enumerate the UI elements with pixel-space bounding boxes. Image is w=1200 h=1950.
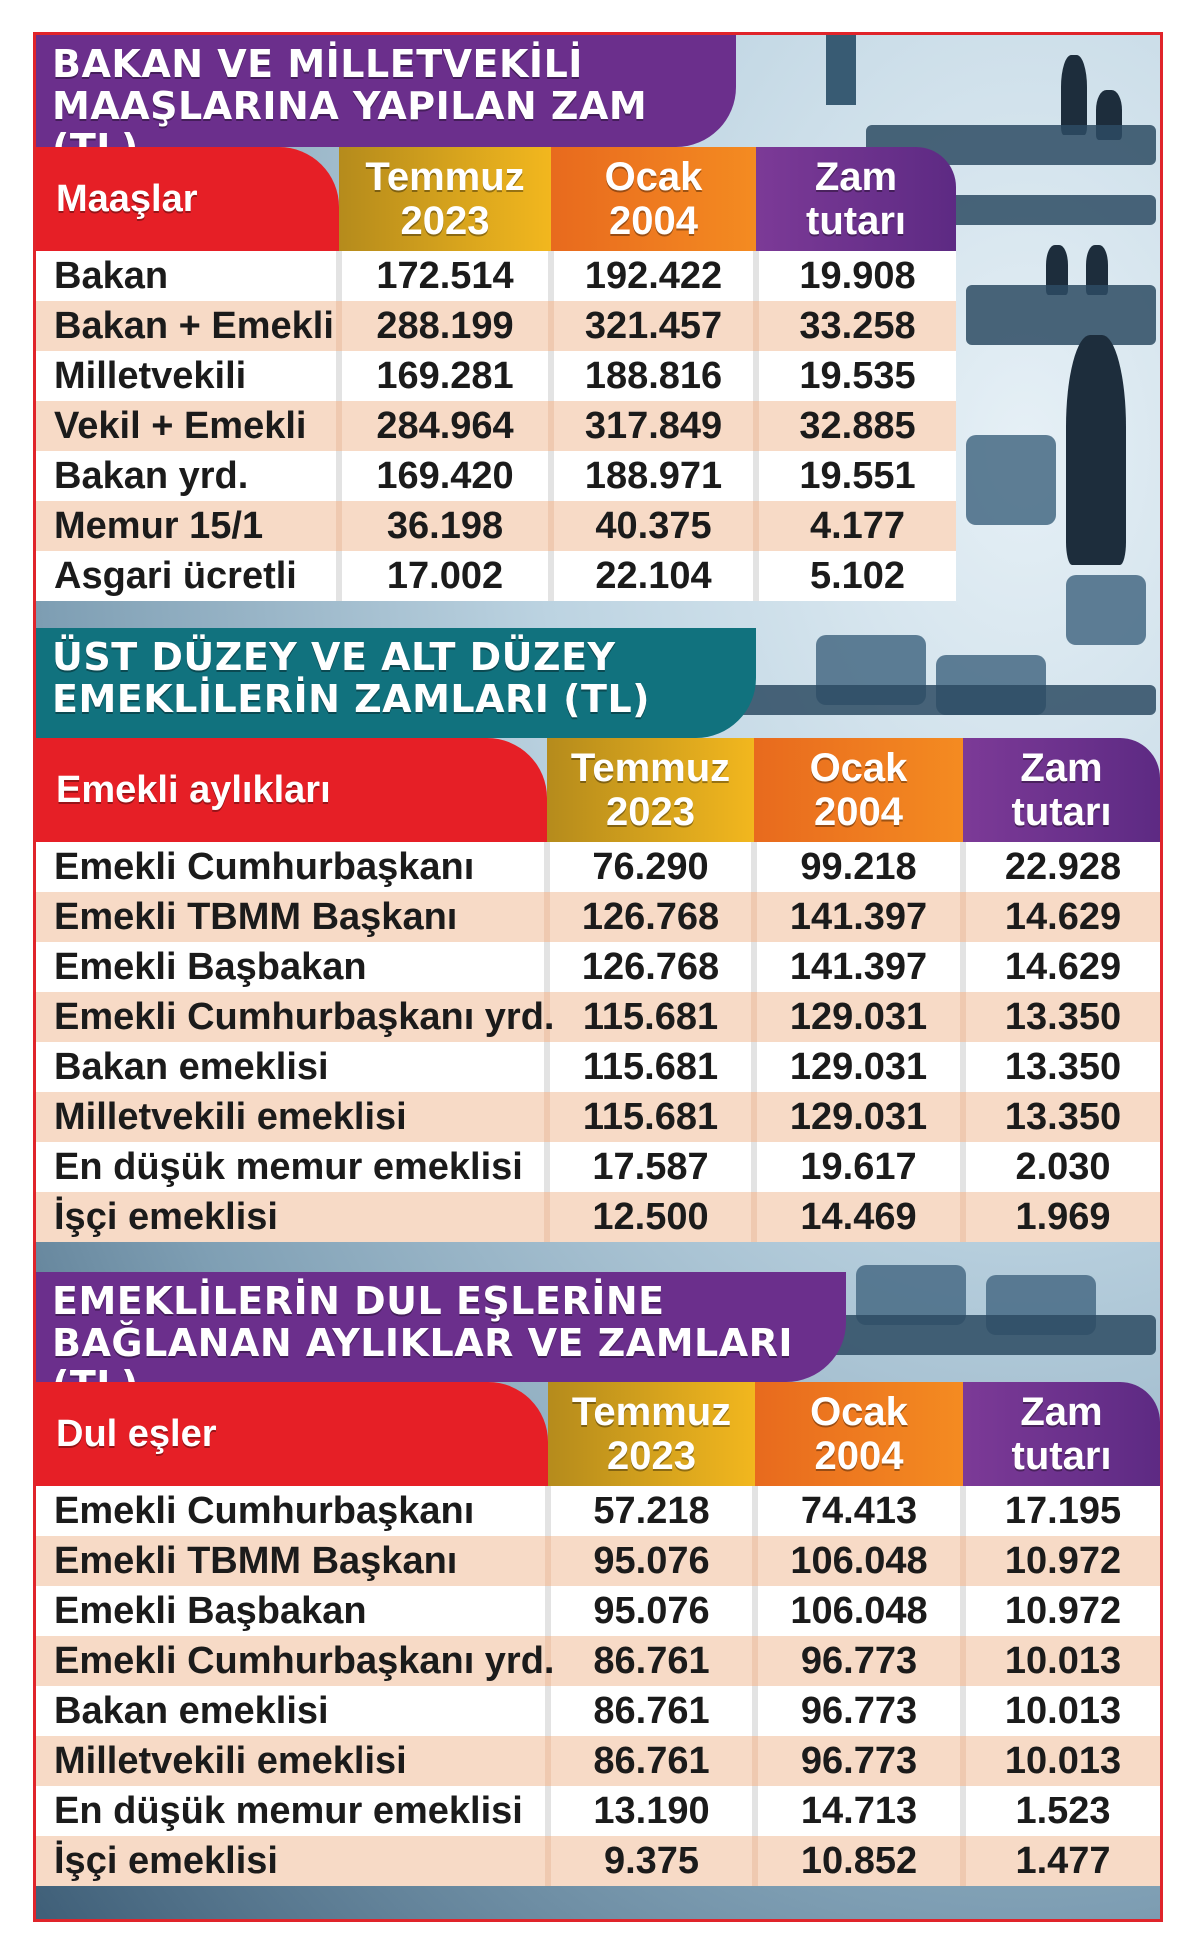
cell-temmuz: 13.190 [548, 1786, 755, 1836]
cell-temmuz: 126.768 [547, 892, 754, 942]
cell-temmuz: 86.761 [548, 1686, 755, 1736]
row-label: En düşük memur emeklisi [36, 1786, 548, 1836]
cell-ocak: 106.048 [755, 1586, 963, 1636]
cell-zam: 10.013 [963, 1636, 1160, 1686]
table-row [36, 501, 956, 551]
section-1-header-row [36, 147, 956, 251]
cell-temmuz: 172.514 [339, 251, 551, 301]
table-row [36, 301, 956, 351]
cell-temmuz: 115.681 [547, 1092, 754, 1142]
cell-zam: 13.350 [963, 992, 1160, 1042]
row-label: Asgari ücretli [36, 551, 339, 601]
cell-zam: 13.350 [963, 1042, 1160, 1092]
cell-ocak: 321.457 [551, 301, 756, 351]
header-ocak-2004: Ocak 2004 [551, 147, 756, 251]
cell-ocak: 129.031 [754, 1092, 963, 1142]
table-row [36, 1686, 1160, 1736]
cell-temmuz: 169.420 [339, 451, 551, 501]
header-temmuz-2023: Temmuz 2023 [339, 147, 551, 251]
cell-ocak: 96.773 [755, 1736, 963, 1786]
section-3-header-row [36, 1382, 1160, 1486]
cell-zam: 13.350 [963, 1092, 1160, 1142]
cell-ocak: 40.375 [551, 501, 756, 551]
row-label: İşçi emeklisi [36, 1192, 547, 1242]
row-label: Emekli Cumhurbaşkanı yrd. [36, 1636, 548, 1686]
cell-ocak: 22.104 [551, 551, 756, 601]
cell-temmuz: 57.218 [548, 1486, 755, 1536]
cell-temmuz: 9.375 [548, 1836, 755, 1886]
cell-temmuz: 288.199 [339, 301, 551, 351]
table-row [36, 451, 956, 501]
row-label: Emekli TBMM Başkanı [36, 1536, 548, 1586]
cell-temmuz: 36.198 [339, 501, 551, 551]
cell-zam: 17.195 [963, 1486, 1160, 1536]
row-label: Bakan emeklisi [36, 1686, 548, 1736]
table-row [36, 1486, 1160, 1536]
header-zam-tutari: Zam tutarı [963, 1382, 1160, 1486]
cell-zam: 1.523 [963, 1786, 1160, 1836]
cell-zam: 5.102 [756, 551, 956, 601]
cell-zam: 10.972 [963, 1536, 1160, 1586]
cell-temmuz: 12.500 [547, 1192, 754, 1242]
table-row [36, 992, 1160, 1042]
table-row [36, 1636, 1160, 1686]
header-ocak-2004: Ocak 2004 [754, 738, 963, 842]
row-label: Bakan + Emekli [36, 301, 339, 351]
cell-temmuz: 115.681 [547, 1042, 754, 1092]
cell-zam: 2.030 [963, 1142, 1160, 1192]
cell-ocak: 188.816 [551, 351, 756, 401]
cell-ocak: 14.713 [755, 1786, 963, 1836]
header-label: Emekli aylıkları [36, 738, 547, 842]
cell-zam: 10.972 [963, 1586, 1160, 1636]
cell-zam: 19.908 [756, 251, 956, 301]
table-row [36, 351, 956, 401]
table-row [36, 942, 1160, 992]
table-row [36, 892, 1160, 942]
row-label: Bakan yrd. [36, 451, 339, 501]
cell-ocak: 192.422 [551, 251, 756, 301]
row-label: Milletvekili emeklisi [36, 1092, 547, 1142]
row-label: Memur 15/1 [36, 501, 339, 551]
table-row [36, 1836, 1160, 1886]
header-temmuz-2023: Temmuz 2023 [547, 738, 754, 842]
header-zam-tutari: Zam tutarı [756, 147, 956, 251]
row-label: Bakan emeklisi [36, 1042, 547, 1092]
header-temmuz-2023: Temmuz 2023 [548, 1382, 755, 1486]
cell-temmuz: 95.076 [548, 1536, 755, 1586]
cell-ocak: 129.031 [754, 1042, 963, 1092]
cell-temmuz: 95.076 [548, 1586, 755, 1636]
section-3-table [36, 1382, 1160, 1886]
row-label: Emekli Cumhurbaşkanı [36, 1486, 548, 1536]
row-label: İşçi emeklisi [36, 1836, 548, 1886]
header-label: Maaşlar [36, 147, 339, 251]
cell-zam: 14.629 [963, 892, 1160, 942]
row-label: Bakan [36, 251, 339, 301]
cell-ocak: 141.397 [754, 892, 963, 942]
cell-ocak: 317.849 [551, 401, 756, 451]
table-row [36, 1536, 1160, 1586]
cell-zam: 1.477 [963, 1836, 1160, 1886]
cell-ocak: 14.469 [754, 1192, 963, 1242]
table-row [36, 1786, 1160, 1836]
table-row [36, 1042, 1160, 1092]
cell-zam: 4.177 [756, 501, 956, 551]
section-2-title: ÜST DÜZEY VE ALT DÜZEY EMEKLİLERİN ZAMLARI (TL) [36, 628, 756, 738]
cell-temmuz: 169.281 [339, 351, 551, 401]
cell-ocak: 141.397 [754, 942, 963, 992]
cell-ocak: 106.048 [755, 1536, 963, 1586]
section-2-table [36, 738, 1160, 1242]
cell-zam: 32.885 [756, 401, 956, 451]
cell-zam: 1.969 [963, 1192, 1160, 1242]
cell-ocak: 19.617 [754, 1142, 963, 1192]
table-row [36, 842, 1160, 892]
cell-ocak: 74.413 [755, 1486, 963, 1536]
row-label: Emekli Cumhurbaşkanı [36, 842, 547, 892]
section-2-header-row [36, 738, 1160, 842]
cell-ocak: 99.218 [754, 842, 963, 892]
table-row [36, 551, 956, 601]
cell-ocak: 10.852 [755, 1836, 963, 1886]
table-row [36, 1092, 1160, 1142]
cell-temmuz: 86.761 [548, 1636, 755, 1686]
section-1-title: BAKAN VE MİLLETVEKİLİ MAAŞLARINA YAPILAN ZAM [36, 35, 736, 147]
cell-zam: 19.551 [756, 451, 956, 501]
section-1-table [36, 147, 956, 601]
cell-zam: 33.258 [756, 301, 956, 351]
row-label: Milletvekili [36, 351, 339, 401]
row-label: Emekli Başbakan [36, 1586, 548, 1636]
cell-temmuz: 76.290 [547, 842, 754, 892]
cell-temmuz: 284.964 [339, 401, 551, 451]
cell-ocak: 129.031 [754, 992, 963, 1042]
cell-temmuz: 126.768 [547, 942, 754, 992]
cell-ocak: 188.971 [551, 451, 756, 501]
cell-ocak: 96.773 [755, 1686, 963, 1736]
cell-zam: 14.629 [963, 942, 1160, 992]
table-row [36, 401, 956, 451]
infographic-frame [33, 32, 1163, 1922]
table-row [36, 1142, 1160, 1192]
row-label: En düşük memur emeklisi [36, 1142, 547, 1192]
header-ocak-2004: Ocak 2004 [755, 1382, 963, 1486]
row-label: Emekli Cumhurbaşkanı yrd. [36, 992, 547, 1042]
row-label: Vekil + Emekli [36, 401, 339, 451]
cell-zam: 19.535 [756, 351, 956, 401]
cell-zam: 10.013 [963, 1736, 1160, 1786]
cell-temmuz: 115.681 [547, 992, 754, 1042]
cell-temmuz: 17.587 [547, 1142, 754, 1192]
header-label: Dul eşler [36, 1382, 548, 1486]
cell-ocak: 96.773 [755, 1636, 963, 1686]
row-label: Emekli Başbakan [36, 942, 547, 992]
section-3-title: EMEKLİLERİN DUL EŞLERİNE BAĞLANAN AYLIKLAR VE ZAMLARI [36, 1272, 846, 1382]
table-row [36, 1736, 1160, 1786]
cell-zam: 10.013 [963, 1686, 1160, 1736]
row-label: Milletvekili emeklisi [36, 1736, 548, 1786]
cell-temmuz: 17.002 [339, 551, 551, 601]
cell-zam: 22.928 [963, 842, 1160, 892]
table-row [36, 251, 956, 301]
header-zam-tutari: Zam tutarı [963, 738, 1160, 842]
table-row [36, 1192, 1160, 1242]
cell-temmuz: 86.761 [548, 1736, 755, 1786]
row-label: Emekli TBMM Başkanı [36, 892, 547, 942]
table-row [36, 1586, 1160, 1636]
